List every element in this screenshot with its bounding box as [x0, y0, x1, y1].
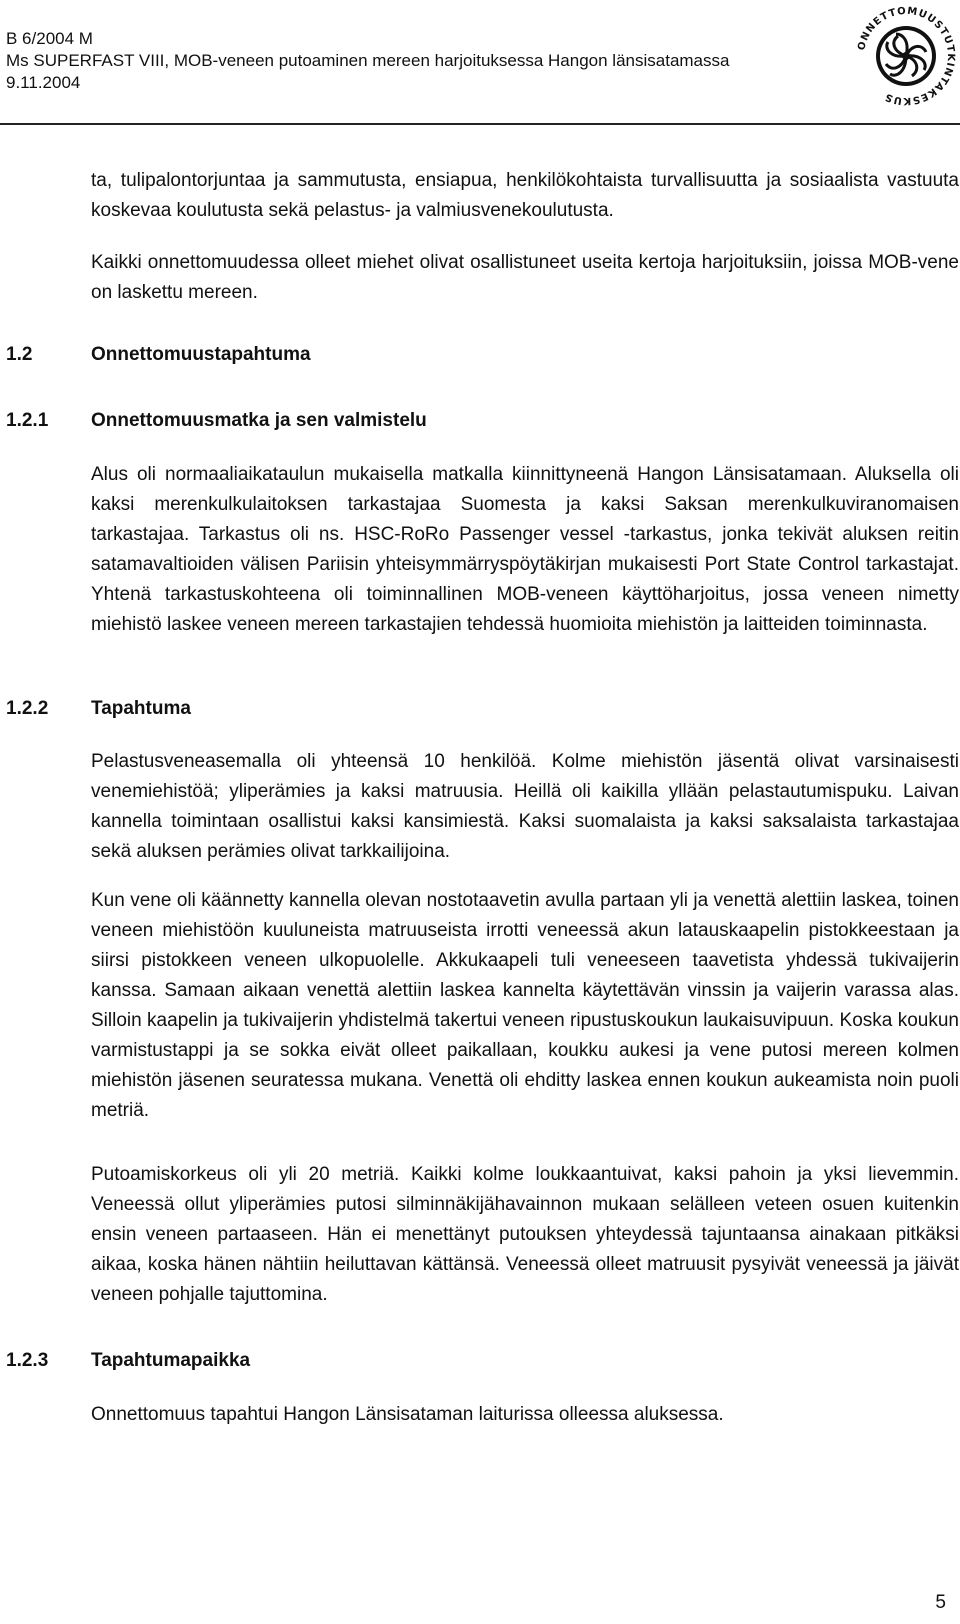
section-number: 1.2: [6, 344, 33, 365]
page-header: [6, 28, 836, 94]
section-title: Tapahtuma: [91, 698, 191, 719]
section-1-2-2-paragraph-3: Putoamiskorkeus oli yli 20 metriä. Kaikki kolme loukkaantuivat, kaksi pahoin ja yksi lievemmin. Veneessä ollut yliperämies putosi silminnäkijähavainnon mukaan selälleen veteen osuen kuitenkin ensin veneen partaaseen. Hän ei menettänyt putouksen yhteydessä tajuntaansa ainakaan pitkäksi aikaa, koska hänen nähtiin heiluttavan kättänsä. Veneessä olleet matruusit pysyivät veneessä ja jäivät veneen pohjalle tajuttomina.: [91, 1164, 959, 1305]
section-1-2-1-paragraph: Alus oli normaaliaikataulun mukaisella matkalla kiinnittyneenä Hangon Länsisatamaan. Aluksella oli kaksi merenkulkulaitoksen tarkastajaa Suomesta ja kaksi Saksan merenkulkuviranomaisen tarkastajaa. Tarkastus oli ns. HSC-RoRo Passenger vessel -tarkastus, jonka tekivät aluksen reitin satamavaltioiden välisen Pariisin yhteisymmärryspöytäkirjan mukaisesti Port State Control tarkastajat. Yhtenä tarkastuskohteena oli toiminnallinen MOB-veneen käyttöharjoitus, jossa veneen nimetty miehistö laskee veneen mereen tarkastajien tehdessä huomioita miehistön ja laitteiden toiminnasta.: [91, 464, 959, 635]
intro-paragraph-1: ta, tulipalontorjuntaa ja sammutusta, ensiapua, henkilökohtaista turvallisuutta ja sosiaalista vastuuta koskevaa koulutusta sekä pelastus- ja valmiusvenekoulutusta.: [91, 170, 959, 221]
section-title: Onnettomuustapahtuma: [91, 344, 311, 365]
section-1-2-2-paragraph-2: Kun vene oli käännetty kannella olevan nostotaavetin avulla partaan yli ja venettä alettiin laskea, toinen veneen miehistöön kuuluneista matruuseista irrotti veneessä akun latauskaapelin pistokkeestaan ja siirsi pistokkeen veneen ulkopuolelle. Akkukaapeli tuli veneeseen taavetista yhdessä tukivaijerin kanssa. Samaan aikaan venettä alettiin laskea kannelta käytettävän vinssin ja vaijerin varassa alas. Silloin kaapelin ja tukivaijerin yhdistelmä takertui veneen ripustuskoukun laukaisuvipuun. Koska koukun varmistustappi ja se sokka eivät olleet paikallaan, koukku aukesi ja vene putosi mereen kolmen miehistön jäsenen seuratessa mukana. Venettä oli ehditty laskea ennen koukun aukeamista noin puoli metriä.: [91, 890, 959, 1121]
section-title: Tapahtumapaikka: [91, 1350, 251, 1371]
header-divider: [0, 123, 960, 125]
section-title: Onnettomuusmatka ja sen valmistelu: [91, 410, 427, 431]
section-number: 1.2.1: [6, 410, 49, 431]
section-1-2-3-paragraph: Onnettomuus tapahtui Hangon Länsisataman laiturissa olleessa aluksessa.: [91, 1404, 724, 1425]
page-number: 5: [935, 1592, 946, 1613]
onnettomuustutkintakeskus-logo: [850, 0, 960, 112]
doc-date: 9.11.2004: [6, 73, 81, 92]
doc-id: B 6/2004 M: [6, 29, 93, 48]
intro-paragraph-2: Kaikki onnettomuudessa olleet miehet olivat osallistuneet useita kertoja harjoituksiin, joissa MOB-vene on laskettu mereen.: [91, 252, 959, 303]
section-1-2-2-paragraph-1: Pelastusveneasemalla oli yhteensä 10 henkilöä. Kolme miehistön jäsentä olivat varsinaisesti venemiehistöä; yliperämies ja kaksi matruusia. Heillä oli kaikilla yllään pelastautumispuku. Laivan kannella toimintaan osallistui kaksi kansimiestä. Kaksi suomalaista ja kaksi saksalaista tarkastajaa sekä aluksen perämies olivat tarkkailijoina.: [91, 751, 959, 862]
logo-ring-text: ONNETTOMUUSTUTKINTAKESKUS: [856, 5, 957, 107]
section-number: 1.2.3: [6, 1350, 49, 1371]
doc-title: Ms SUPERFAST VIII, MOB-veneen putoaminen mereen harjoituksessa Hangon länsisatamassa: [6, 51, 730, 70]
section-number: 1.2.2: [6, 698, 49, 719]
